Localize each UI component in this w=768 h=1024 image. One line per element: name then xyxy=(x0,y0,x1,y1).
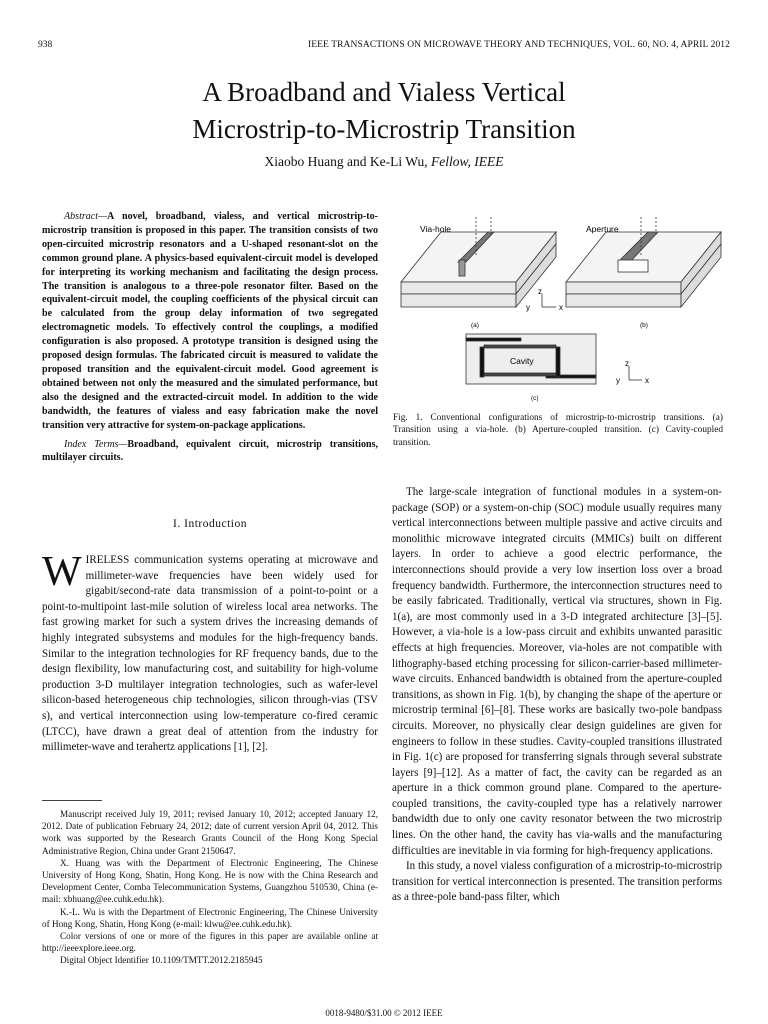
body-paragraph: The large-scale integration of functional modules in a system-on-package (SOP) or a system-on-chip (SOC) module usually requires many vertical interconnections between multiple passive and active circuits and monolithic microwave integrated circuits (MMICs) built on different layers. In order to achieve a good electric performance, the interconnections should provide a very low insertion loss over a broad frequency bandwidth. Furthermore, the interconnection structures need to be easily fabricated. Traditionally, vertical via structures, shown in Fig. 1(a), are most commonly used in a 3-D integrated architecture [3]–[5]. However, a via-hole is a low-pass circuit and exhibits unwanted parasitic effects at high frequencies. Moreover, via-holes are not compatible with lithography-based etching processing for silicon-carrier-based millimeter-wave circuits. Enhanced bandwidth is obtained from the aperture-coupled transitions, as shown in Fig. 1(b), by changing the shape of the aperture or microstrip terminal [6]–[8]. These works are basically two-pole bandpass circuits. Moreover, no physically clear design guidelines are given for engineers to follow in these studies. Cavity-coupled transitions illustrated in Fig. 1(c) are proposed for transferring signals through several substrate layers [9]–[12]. As a matter of fact, the cavity can be regarded as an aperture in a thick common ground plane. Compared to the aperture- coupled transitions, the cavity-coupled type has a relatively narrower bandwidth due to only one cavity resonator between the two microstrip lines. On the other hand, the cavity has via-walls and the manufacturing difficulties are inevitable in via forming for high-frequency applications. xyxy=(392,486,722,857)
introduction-text: IRELESS communication systems operating at microwave and millimeter-wave frequencies have been widely used for gigabit/second-rate data transmission of a point-to-point or a point-to-multipoint last-mile solution of wireless local area networks. The fast growing market for such a system drives the increasing demands of highly integrated subsystems and modules for the high-frequency bands. Similar to the integration technologies for RF frequency bands, due to the design flexibility, low manufacturing cost, and suitability for high-volume production 3-D multilayer integration technologies, such as wafer-level silicon-based heterogeneous chip technologies, silicon through-vias (TSV s), and vertical interconnection using low-temperature co-fired ceramic (LTCC), have drawn a great deal of attention from the industry for millimeter-wave and terahertz applications [1], [2]. xyxy=(42,554,378,754)
title-line-2: Microstrip-to-Microstrip Transition xyxy=(192,114,576,144)
running-header xyxy=(38,40,730,54)
axis-y-label-bottom: y xyxy=(616,376,620,385)
figure-1-caption: Fig. 1. Conventional configurations of microstrip-to-microstrip transitions. (a) Transition using a via-hole. (b) Aperture-coupled transition. (c) Cavity-coupled transition. xyxy=(393,413,723,448)
footnote-doi: Digital Object Identifier 10.1109/TMTT.2012.2185945 xyxy=(60,955,263,966)
author-line xyxy=(0,154,768,170)
index-terms: Broadband, equivalent circuit, microstrip transitions, multilayer circuits. xyxy=(42,438,378,464)
index-terms-label: Index Terms— xyxy=(64,438,128,450)
abstract-label: Abstract— xyxy=(64,211,107,222)
axis-x-label-bottom: x xyxy=(645,376,649,385)
subfigure-a-label: (a) xyxy=(471,322,479,329)
cavity-label: Cavity xyxy=(510,356,534,366)
via-hole-label: Via-hole xyxy=(420,224,452,234)
author-names: Xiaobo Huang and Ke-Li Wu, xyxy=(264,154,428,169)
axis-z-label-bottom: z xyxy=(625,359,629,368)
right-column-body xyxy=(392,485,722,906)
abstract xyxy=(42,210,378,465)
title-line-1: A Broadband and Vialess Vertical xyxy=(202,77,566,107)
page-number: 938 xyxy=(38,40,53,50)
axis-z-label-top: z xyxy=(538,287,542,296)
footnote-rule xyxy=(42,800,102,801)
aperture-label: Aperture xyxy=(586,224,619,234)
axis-y-label-top: y xyxy=(526,303,530,312)
footnote-huang: X. Huang was with the Department of Electronic Engineering, The Chinese University of Hong Kong, Shatin, Hong Kong. He is now with the China Research and Development Center, Comba Telecommunication Systems, Guangzhou 510530, China (e-mail: xbhuang@ee.cuhk.edu.hk). xyxy=(42,857,378,905)
figure-1 xyxy=(396,212,726,407)
paper-title xyxy=(0,74,768,148)
abstract-text: A novel, broadband, vialess, and vertical microstrip-to-microstrip transition is proposed in this paper. The transition consists of two open-circuited microstrip resonators and a U-shaped resonant-slot on the common ground plane. A physics-based equivalent-circuit model is developed for interpreting its working mechanism and facilitating the design process. The transition is analogous to a three-pole resonator filter. Based on the equivalent-circuit model, the coupling coefficients of the physical circuit can be calculated from the group delay information of two segregated electromagnetic models. To effectively control the couplings, a modified configuration is also proposed. A prototype transition is designed using the proposed design formulas. The fabricated circuit is measured to validate the proposed transition and the equivalent-circuit model. Good agreement is obtained between not only the measured and the simulated performance, but also the designed and the extracted-circuit model. In addition to the wide bandwidth, the features of vialess and easy fabrication make the novel transition very attractive for system-on-package applications. xyxy=(42,211,378,431)
subfigure-c-label: (c) xyxy=(531,395,539,402)
body-paragraph: In this study, a novel vialess configuration of a microstrip-to-microstrip transition for vertical interconnection is presented. The transition performs as a three-pole band-pass filter, which xyxy=(392,860,722,904)
introduction-paragraph xyxy=(42,549,378,756)
axis-indicator-top xyxy=(542,294,556,307)
axis-indicator-bottom xyxy=(629,366,642,380)
author-suffix: Fellow, IEEE xyxy=(430,154,504,169)
drop-cap: W xyxy=(42,549,82,595)
footnote-wu: K.-L. Wu is with the Department of Electronic Engineering, The Chinese University of Hong Kong, Shatin, Hong Kong (e-mail: klwu@ee.cuhk.edu.hk). xyxy=(42,906,378,929)
footnote-manuscript: Manuscript received July 19, 2011; revised January 10, 2012; accepted January 12, 2012. Date of publication February 24, 2012; date of current version April 04, 2012. This work was supported by the Research Grants Council of the Hong Kong Special Administrative Region, China under Grant 2150647. xyxy=(42,809,378,856)
footnote-color: Color versions of one or more of the figures in this paper are available online at http://ieeexplore.ieee.org. xyxy=(42,931,378,954)
page-footer: 0018-9480/$31.00 © 2012 IEEE xyxy=(325,1008,443,1018)
journal-header: IEEE TRANSACTIONS ON MICROWAVE THEORY AND TECHNIQUES, VOL. 60, NO. 4, APRIL 2012 xyxy=(307,40,730,50)
figure-1-drawing xyxy=(396,212,726,407)
footnotes xyxy=(42,808,378,967)
axis-x-label-top: x xyxy=(559,303,563,312)
subfigure-b-label: (b) xyxy=(640,322,648,329)
section-heading: I. Introduction xyxy=(173,518,247,530)
